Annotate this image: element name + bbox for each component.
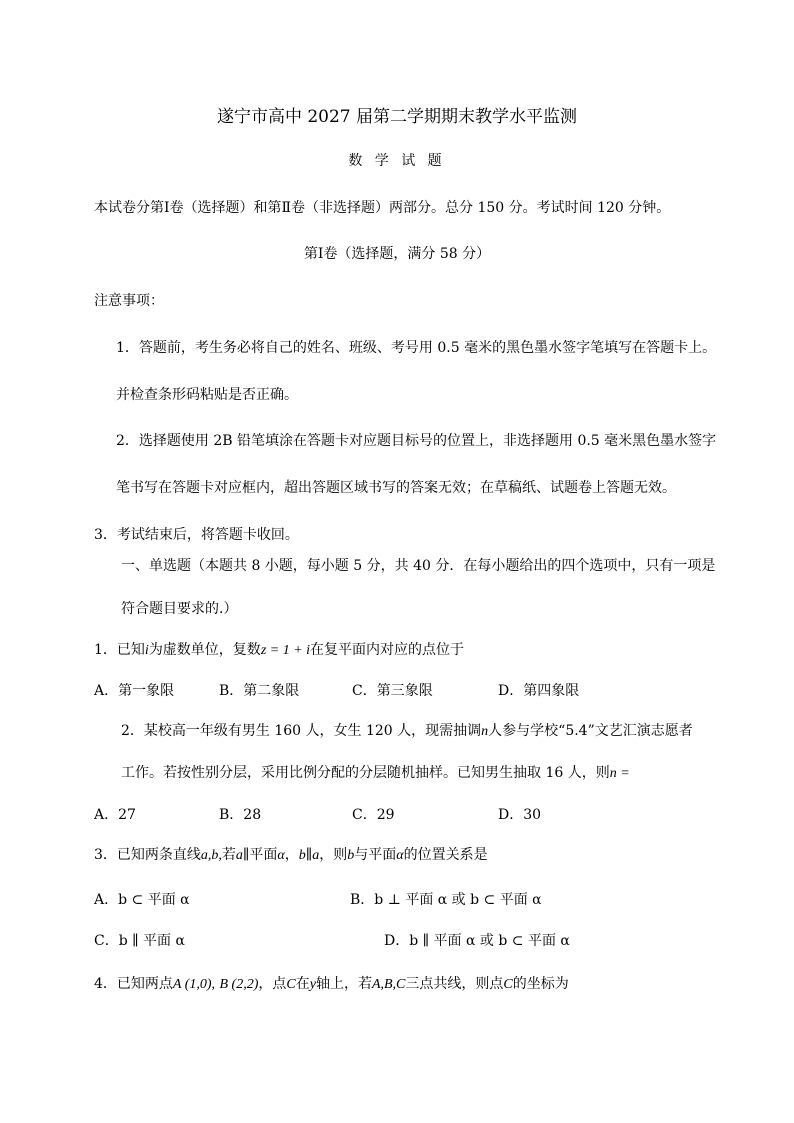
- page-title: 遂宁市高中 2027 届第二学期期末教学水平监测: [216, 107, 578, 127]
- q3-mid3: ，: [284, 847, 299, 863]
- q3-option-d: D．b ∥ 平面 α 或 b ⊂ 平面 α: [384, 933, 570, 949]
- question-1-stem: [94, 641, 464, 660]
- q1-i-symbol: i: [144, 643, 149, 658]
- question-2-line-2: [121, 764, 630, 783]
- q4-point-b: B (2,2): [219, 977, 259, 992]
- note-1-line-1: 1．答题前，考生务必将自己的姓名、班级、考号用 0.5 毫米的黑色墨水签字笔填写在答题卡上。: [116, 340, 717, 356]
- q1-mid: 为虚数单位，复数: [148, 642, 261, 658]
- q1-option-b: B．第二象限: [219, 683, 300, 699]
- q2-line1-suffix: 人参与学校“5.4”文艺汇演志愿者: [488, 723, 693, 739]
- q2-option-d: D．30: [498, 807, 542, 823]
- q3-option-a: A．b ⊂ 平面 α: [94, 892, 190, 908]
- q3-a: a: [235, 848, 243, 863]
- q3-b: b: [298, 848, 306, 863]
- q2-line1-prefix: 2．某校高一年级有男生 160 人，女生 120 人，现需抽调: [121, 723, 482, 739]
- q2-formula: n =: [609, 766, 630, 781]
- q2-option-a: A．27: [94, 807, 136, 823]
- part1-heading: 第Ⅰ卷（选择题，满分 58 分）: [303, 246, 491, 262]
- q4-points: A,B,C: [371, 977, 406, 992]
- q4-c2: C: [503, 977, 513, 992]
- q4-suffix: 的坐标为: [512, 976, 569, 992]
- note-2-line-2: 笔书写在答题卡对应框内，超出答题区域书写的答案无效；在草稿纸、试题卷上答题无效。: [116, 480, 676, 496]
- q1-suffix: 在复平面内对应的点位于: [310, 642, 465, 658]
- q3-a2: a: [312, 848, 320, 863]
- q1-formula: z = 1 + i: [260, 643, 311, 658]
- q2-option-b: B．28: [219, 807, 262, 823]
- question-4-stem: [94, 975, 569, 994]
- q1-prefix: 1．已知: [94, 642, 145, 658]
- q4-y: y: [309, 977, 316, 992]
- q3-suffix: 的位置关系是: [403, 847, 488, 863]
- intro-text: 本试卷分第Ⅰ卷（选择题）和第Ⅱ卷（非选择题）两部分。总分 150 分。考试时间 120 分钟。: [94, 200, 671, 216]
- q4-mid1: ，点: [258, 976, 287, 992]
- question-2-line-1: [121, 722, 693, 741]
- q3-mid5: ，则: [319, 847, 348, 863]
- note-2-line-1: 2．选择题使用 2B 铅笔填涂在答题卡对应题目标号的位置上，非选择题用 0.5 毫米黑色墨水签字: [116, 433, 717, 449]
- section1-line-1: 一、单选题（本题共 8 小题，每小题 5 分，共 40 分．在每小题给出的四个选项中，只有一项是: [121, 558, 716, 574]
- question-3-stem: [94, 846, 488, 865]
- q3-prefix: 3．已知两条直线: [94, 847, 201, 863]
- q4-point-a: A (1,0),: [172, 977, 216, 992]
- q4-c: C: [286, 977, 296, 992]
- q3-mid1: 若: [221, 847, 236, 863]
- note-1-line-2: 并检查条形码粘贴是否正确。: [116, 387, 298, 403]
- q3-mid6: 与平面: [354, 847, 397, 863]
- q3-mid2: ∥平面: [242, 847, 278, 863]
- q1-option-c: C．第三象限: [352, 683, 433, 699]
- q4-mid4: 三点共线，则点: [405, 976, 504, 992]
- q1-option-a: A．第一象限: [94, 683, 175, 699]
- q3-option-b: B．b ⊥ 平面 α 或 b ⊂ 平面 α: [350, 892, 542, 908]
- q3-alpha2: α: [396, 848, 404, 863]
- q3-vars: a,b,: [200, 848, 222, 863]
- q3-mid4: ∥: [305, 847, 313, 863]
- page-subtitle: 数 学 试 题: [348, 153, 446, 169]
- notes-heading: 注意事项：: [94, 293, 164, 309]
- q3-alpha: α: [277, 848, 285, 863]
- q4-prefix: 4．已知两点: [94, 976, 173, 992]
- q4-mid3: 轴上，若: [315, 976, 372, 992]
- q1-option-d: D．第四象限: [498, 683, 580, 699]
- q2-option-c: C．29: [352, 807, 395, 823]
- q3-option-c: C．b ∥ 平面 α: [94, 933, 185, 949]
- q4-mid2: 在: [295, 976, 310, 992]
- q2-n-symbol: n: [481, 724, 489, 739]
- q3-b2: b: [347, 848, 355, 863]
- note-3: 3．考试结束后，将答题卡收回。: [94, 527, 299, 543]
- q2-line2-prefix: 工作。若按性别分层，采用比例分配的分层随机抽样。已知男生抽取 16 人，则: [121, 765, 610, 781]
- section1-line-2: 符合题目要求的.）: [121, 601, 238, 617]
